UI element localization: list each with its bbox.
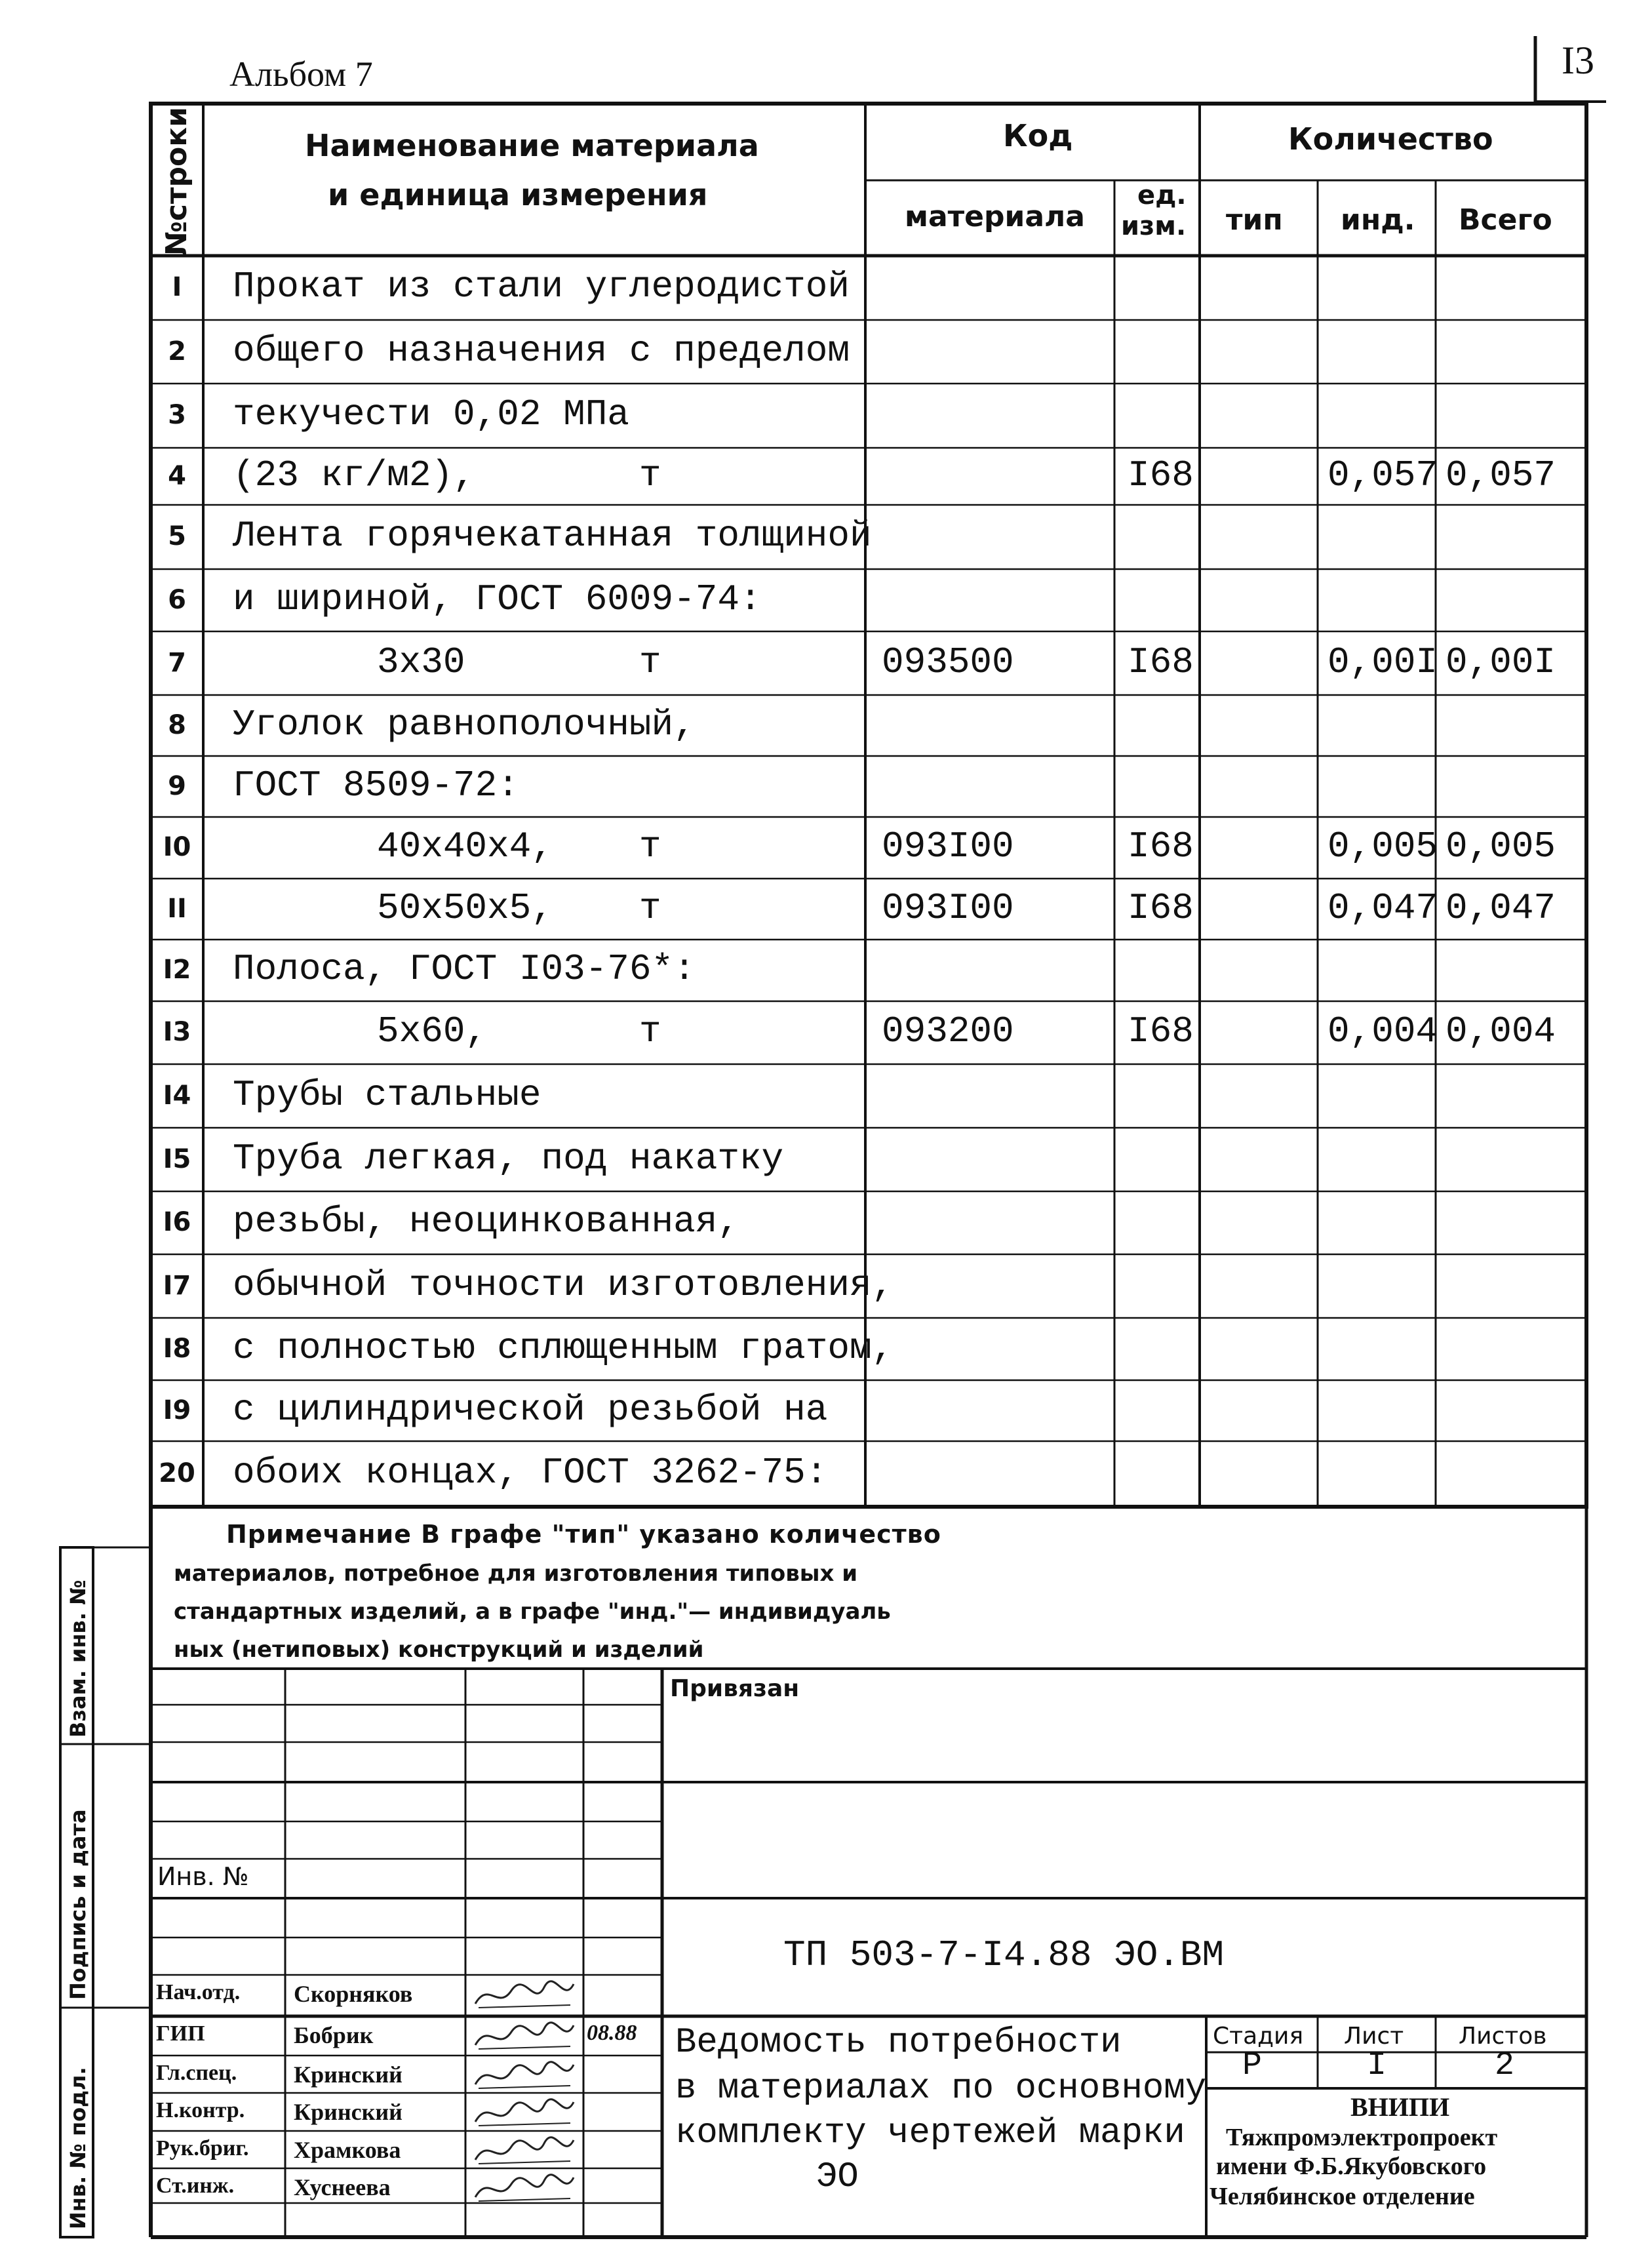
header-code-material: материала xyxy=(905,200,1085,233)
material-code: 093500 xyxy=(882,641,1014,683)
unit-code: I68 xyxy=(1128,1010,1194,1052)
unit-suffix: т xyxy=(639,825,661,867)
doc-title-line1: Ведомость потребности xyxy=(675,2023,1122,2063)
unit-code: I68 xyxy=(1128,886,1194,929)
qty-ind: 0,057 xyxy=(1328,454,1438,496)
signatory-role: Гл.спец. xyxy=(156,2061,237,2085)
row-number: 20 xyxy=(159,1458,195,1488)
qty-ind: 0,004 xyxy=(1328,1010,1438,1052)
signatory-name: Храмкова xyxy=(294,2137,401,2163)
signature-scribble xyxy=(472,2096,577,2134)
material-name: Труба легкая, под накатку xyxy=(233,1137,784,1180)
side-vzam-inv: Взам. инв. № xyxy=(66,1580,90,1738)
material-name: с цилиндрической резьбой на xyxy=(233,1388,828,1431)
row-number: I xyxy=(172,272,182,302)
stamp-inv-no: Инв. № xyxy=(157,1862,249,1891)
stage-label: Стадия xyxy=(1213,2023,1304,2050)
material-name: Полоса, ГОСТ I03-76*: xyxy=(233,948,696,990)
side-inv-podl: Инв. № подл. xyxy=(66,2067,90,2229)
unit-suffix: т xyxy=(639,886,661,929)
row-number: 2 xyxy=(168,336,186,367)
material-name: 40x40x4, xyxy=(377,825,553,867)
row-number: I4 xyxy=(163,1080,191,1111)
unit-suffix: т xyxy=(639,1010,661,1052)
header-code-unit-1: ед. xyxy=(1137,180,1187,210)
stage-value: Р xyxy=(1242,2047,1263,2084)
note-line2: материалов, потребное для изготовления типовых и xyxy=(174,1560,858,1587)
header-quantity-total: Всего xyxy=(1459,203,1552,237)
sheet-value: I xyxy=(1367,2047,1387,2084)
signatory-role: Рук.бриг. xyxy=(156,2136,249,2160)
doc-code: ТП 503-7-I4.88 ЭО.ВМ xyxy=(783,1934,1225,1976)
org-line2: Тяжпромэлектропроект xyxy=(1226,2124,1498,2151)
material-name: резьбы, неоцинкованная, xyxy=(233,1201,739,1242)
album-label: Альбом 7 xyxy=(229,54,373,94)
material-name: (23 кг/м2), xyxy=(233,454,475,496)
header-quantity-type: тип xyxy=(1226,203,1283,237)
material-name: 5x60, xyxy=(377,1010,488,1052)
note-line3: стандартных изделий, а в графе "инд."— индивидуаль xyxy=(174,1599,891,1625)
unit-suffix: т xyxy=(639,454,661,496)
header-name-line1: Наименование материала xyxy=(305,128,759,163)
row-number: 6 xyxy=(168,584,186,615)
qty-ind: 0,047 xyxy=(1328,886,1438,929)
qty-total: 0,057 xyxy=(1446,454,1556,496)
signatory-name: Скорняков xyxy=(294,1981,413,2007)
material-name: ГОСТ 8509-72: xyxy=(233,764,519,806)
header-code-unit-2: изм. xyxy=(1121,211,1187,241)
qty-total: 0,047 xyxy=(1446,886,1556,929)
unit-code: I68 xyxy=(1128,454,1194,496)
signatory-role: Н.контр. xyxy=(156,2098,245,2122)
row-number: 4 xyxy=(168,460,186,491)
signature-scribble xyxy=(472,2058,577,2097)
unit-code: I68 xyxy=(1128,825,1194,867)
header-name-line2: и единица измерения xyxy=(328,177,708,212)
signatory-role: ГИП xyxy=(156,2021,205,2046)
unit-suffix: т xyxy=(639,641,661,683)
sheets-label: Листов xyxy=(1459,2023,1547,2050)
material-name: Уголок равнополочный, xyxy=(233,703,696,745)
signatory-name: Бобрик xyxy=(294,2022,374,2048)
row-number: I6 xyxy=(163,1207,191,1237)
signatory-name: Кринский xyxy=(294,2061,403,2088)
qty-total: 0,00I xyxy=(1446,641,1556,683)
doc-title-line3: комплекту чертежей марки xyxy=(675,2113,1185,2153)
material-name: Прокат из стали углеродистой xyxy=(233,266,850,308)
row-number: I0 xyxy=(163,832,191,862)
material-name: обычной точности изготовления, xyxy=(233,1263,894,1306)
signature-scribble xyxy=(472,2019,577,2057)
qty-total: 0,004 xyxy=(1446,1010,1556,1052)
note-line1: Примечание В графе "тип" указано количество xyxy=(226,1520,941,1549)
qty-total: 0,005 xyxy=(1446,825,1556,867)
row-number: I5 xyxy=(163,1143,191,1174)
doc-title-line2: в материалах по основному xyxy=(675,2069,1207,2109)
header-quantity-ind: инд. xyxy=(1341,203,1415,237)
row-number: I3 xyxy=(163,1017,191,1047)
material-name: текучести 0,02 МПа xyxy=(233,393,629,435)
signatory-role: Ст.инж. xyxy=(156,2174,235,2198)
row-number: I8 xyxy=(163,1333,191,1364)
signatory-role: Нач.отд. xyxy=(156,1980,241,2004)
qty-ind: 0,00I xyxy=(1328,641,1438,683)
org-line1: ВНИПИ xyxy=(1350,2092,1450,2122)
sheet-label: Лист xyxy=(1344,2023,1404,2050)
signatory-name: Хуснеева xyxy=(294,2174,391,2200)
org-line3: имени Ф.Б.Якубовского xyxy=(1216,2153,1487,2180)
row-number: I9 xyxy=(163,1395,191,1425)
org-line4: Челябинское отделение xyxy=(1210,2183,1475,2210)
page-number: I3 xyxy=(1562,39,1594,82)
material-name: Трубы стальные xyxy=(233,1073,541,1116)
signatory-name: Кринский xyxy=(294,2099,403,2125)
material-code: 093I00 xyxy=(882,886,1014,929)
material-code: 093200 xyxy=(882,1010,1014,1052)
stamp-date: 08.88 xyxy=(587,2021,637,2045)
doc-title-line4: ЭО xyxy=(816,2157,859,2197)
side-podpis-data: Подпись и дата xyxy=(66,1809,90,2000)
row-number: I7 xyxy=(163,1270,191,1301)
signature-scribble xyxy=(472,2171,577,2210)
qty-ind: 0,005 xyxy=(1328,825,1438,867)
signature-scribble xyxy=(472,1978,577,2016)
material-name: и шириной, ГОСТ 6009-74: xyxy=(233,578,762,620)
row-number: 7 xyxy=(168,647,186,678)
header-code: Код xyxy=(1003,118,1073,153)
stamp-privyazan: Привязан xyxy=(670,1675,800,1702)
row-number: I2 xyxy=(163,955,191,985)
unit-code: I68 xyxy=(1128,641,1194,683)
note-line4: ных (нетиповых) конструкций и изделий xyxy=(174,1637,704,1663)
row-number: II xyxy=(167,893,187,924)
sheets-value: 2 xyxy=(1495,2047,1515,2084)
row-number: 5 xyxy=(168,521,186,551)
signature-scribble xyxy=(472,2134,577,2172)
material-name: общего назначения с пределом xyxy=(233,329,850,372)
row-number: 8 xyxy=(168,709,186,740)
material-name: обоих концах, ГОСТ 3262-75: xyxy=(233,1452,828,1494)
material-name: 3x30 xyxy=(377,641,465,683)
row-number: 9 xyxy=(168,770,186,801)
header-quantity: Количество xyxy=(1288,121,1493,157)
material-name: 50x50x5, xyxy=(377,886,553,929)
header-row-number: №строки xyxy=(160,107,193,256)
row-number: 3 xyxy=(168,400,186,430)
material-code: 093I00 xyxy=(882,825,1014,867)
material-name: Лента горячекатанная толщиной xyxy=(233,515,872,557)
material-name: с полностью сплющенным гратом, xyxy=(233,1326,894,1369)
